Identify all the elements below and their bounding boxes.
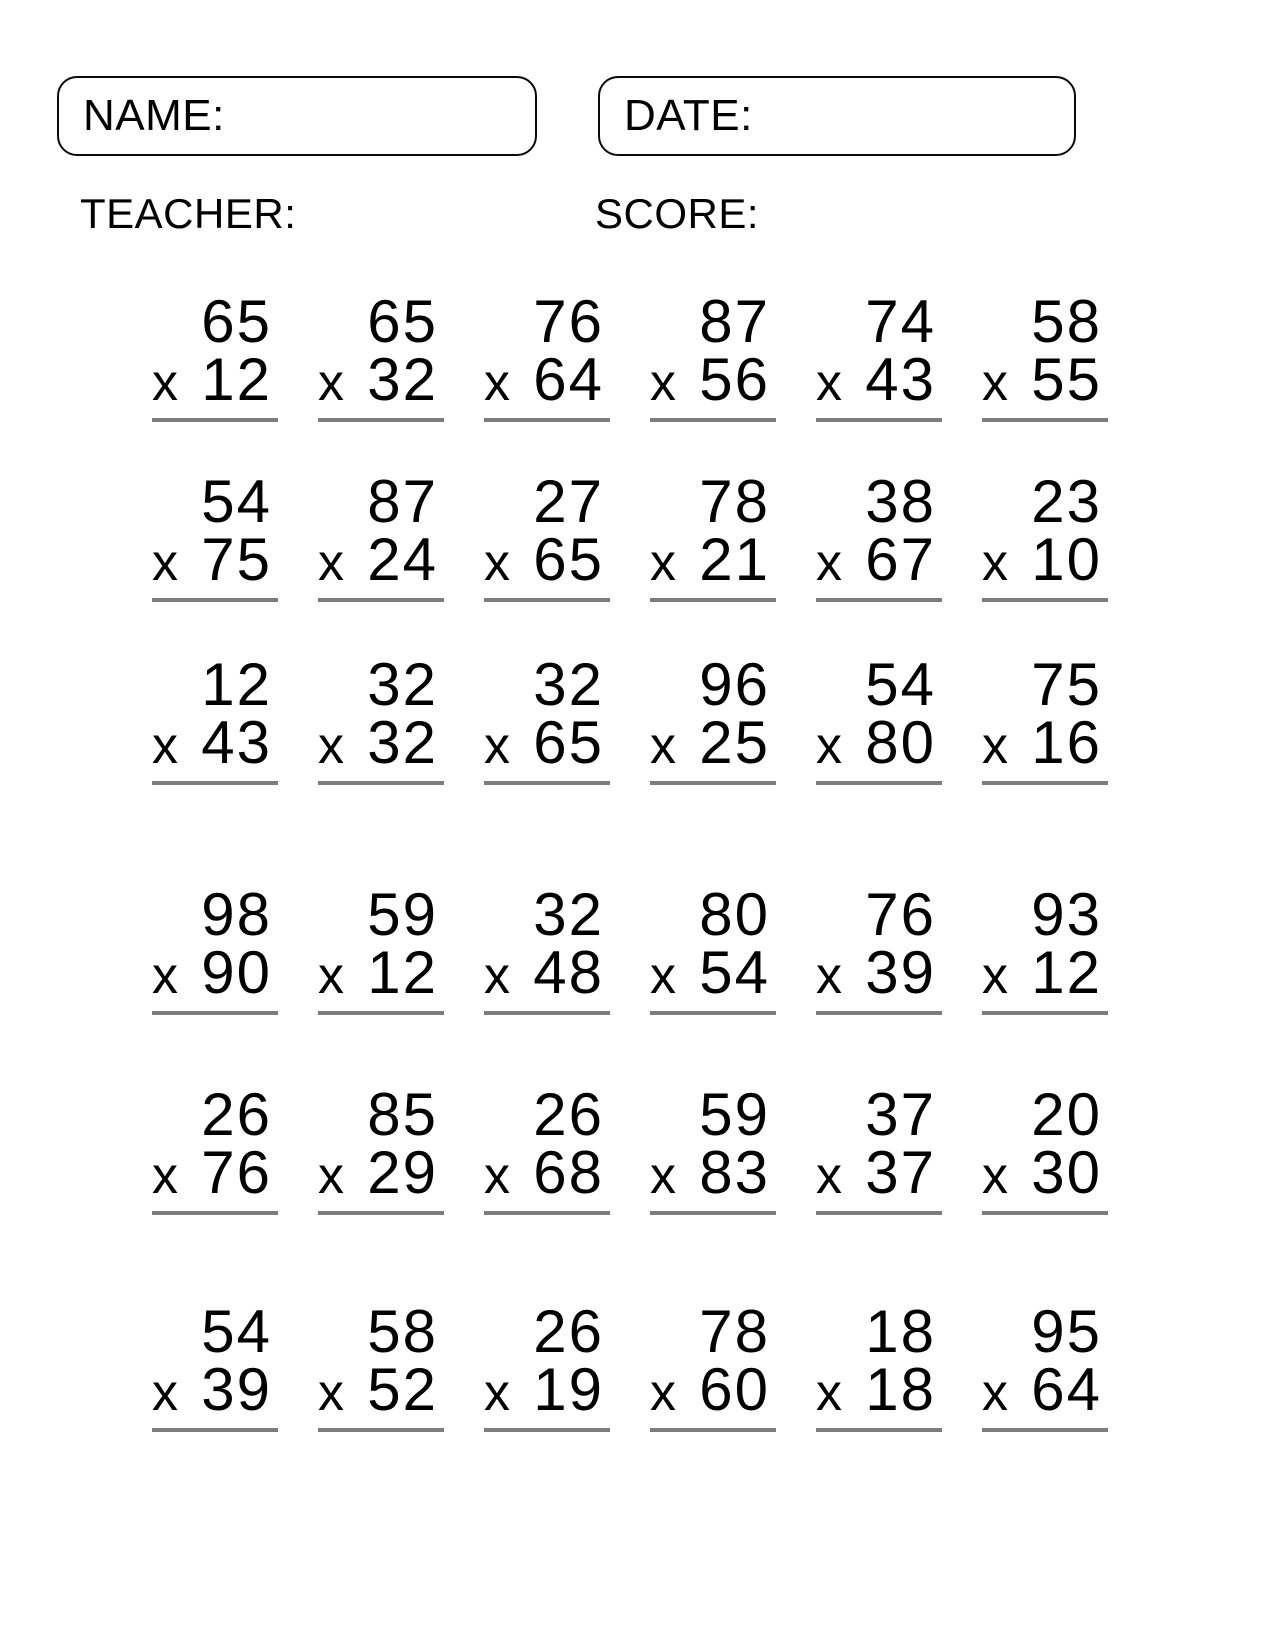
multiplier: 83 <box>699 1139 770 1206</box>
multiply-operator: x <box>816 717 844 775</box>
multiplication-problem <box>152 468 278 602</box>
multiply-operator: x <box>816 947 844 1005</box>
multiplier: 90 <box>201 939 272 1006</box>
multiply-operator: x <box>152 947 180 1005</box>
multiplication-problem <box>484 1081 610 1215</box>
multiplication-problem <box>484 1298 610 1432</box>
answer-line <box>650 781 776 785</box>
multiplier: 19 <box>533 1356 604 1423</box>
problem-row <box>152 1298 1108 1432</box>
multiplicand: 58 <box>1031 288 1102 355</box>
multiplicand: 65 <box>367 288 438 355</box>
multiplier: 65 <box>533 709 604 776</box>
multiplier-row <box>484 1139 610 1206</box>
multiplier: 29 <box>367 1139 438 1206</box>
multiply-operator: x <box>816 1364 844 1422</box>
multiplication-problem <box>318 468 444 602</box>
multiplicand: 32 <box>533 651 604 718</box>
multiplicand: 87 <box>699 288 770 355</box>
multiply-operator: x <box>982 1147 1010 1205</box>
multiplicand: 80 <box>699 881 770 948</box>
multiplicand: 54 <box>201 468 272 535</box>
multiplication-problem <box>152 1081 278 1215</box>
multiply-operator: x <box>816 354 844 412</box>
multiplication-problem <box>318 1298 444 1432</box>
answer-line <box>650 1211 776 1215</box>
name-field-box <box>57 76 537 156</box>
multiplication-problem <box>484 881 610 1015</box>
multiply-operator: x <box>318 354 346 412</box>
answer-line <box>318 1011 444 1015</box>
multiplicand: 32 <box>533 881 604 948</box>
answer-line <box>152 1211 278 1215</box>
multiplication-problem <box>650 651 776 785</box>
multiplier: 80 <box>865 709 936 776</box>
multiplier: 68 <box>533 1139 604 1206</box>
answer-line <box>318 781 444 785</box>
answer-line <box>982 1428 1108 1432</box>
multiplicand: 18 <box>865 1298 936 1365</box>
multiplicand: 78 <box>699 1298 770 1365</box>
multiplication-problem <box>982 468 1108 602</box>
multiplier-row <box>982 709 1108 776</box>
multiply-operator: x <box>318 1147 346 1205</box>
multiplicand: 95 <box>1031 1298 1102 1365</box>
multiplier: 16 <box>1031 709 1102 776</box>
multiplicand: 27 <box>533 468 604 535</box>
answer-line <box>816 1211 942 1215</box>
multiplicand: 76 <box>865 881 936 948</box>
multiply-operator: x <box>982 947 1010 1005</box>
answer-line <box>152 598 278 602</box>
multiplier: 65 <box>533 526 604 593</box>
answer-line <box>318 598 444 602</box>
multiplicand: 59 <box>699 1081 770 1148</box>
multiply-operator: x <box>318 947 346 1005</box>
multiplier-row <box>152 1139 278 1206</box>
multiplication-problem <box>650 1081 776 1215</box>
multiplier: 37 <box>865 1139 936 1206</box>
multiplication-problem <box>484 288 610 422</box>
multiply-operator: x <box>484 947 512 1005</box>
multiplier-row <box>816 1356 942 1423</box>
multiplier: 55 <box>1031 346 1102 413</box>
answer-line <box>484 1428 610 1432</box>
multiplicand: 37 <box>865 1081 936 1148</box>
answer-line <box>650 1011 776 1015</box>
problem-row <box>152 288 1108 422</box>
multiplication-problem <box>152 881 278 1015</box>
multiplication-problem <box>650 468 776 602</box>
answer-line <box>318 1211 444 1215</box>
multiplier-row <box>484 1356 610 1423</box>
multiply-operator: x <box>318 534 346 592</box>
multiplicand: 58 <box>367 1298 438 1365</box>
multiplier-row <box>982 1139 1108 1206</box>
answer-line <box>318 1428 444 1432</box>
multiplier: 56 <box>699 346 770 413</box>
multiplier: 12 <box>367 939 438 1006</box>
multiplication-problem <box>816 1298 942 1432</box>
multiplier: 32 <box>367 346 438 413</box>
problem-row <box>152 651 1108 785</box>
multiplication-problem <box>982 1298 1108 1432</box>
multiply-operator: x <box>982 717 1010 775</box>
multiplication-problem <box>318 1081 444 1215</box>
multiplier: 75 <box>201 526 272 593</box>
multiplier-row <box>318 939 444 1006</box>
multiplicand: 20 <box>1031 1081 1102 1148</box>
multiplier: 39 <box>201 1356 272 1423</box>
multiplier-row <box>650 346 776 413</box>
date-field-box <box>598 76 1076 156</box>
multiplier: 60 <box>699 1356 770 1423</box>
multiplicand: 75 <box>1031 651 1102 718</box>
multiply-operator: x <box>318 1364 346 1422</box>
problem-row <box>152 468 1108 602</box>
multiplicand: 26 <box>201 1081 272 1148</box>
multiplicand: 74 <box>865 288 936 355</box>
multiply-operator: x <box>152 1364 180 1422</box>
multiplier-row <box>484 939 610 1006</box>
answer-line <box>816 598 942 602</box>
name-label: NAME: <box>83 91 225 140</box>
answer-line <box>318 418 444 422</box>
answer-line <box>484 781 610 785</box>
multiplier: 67 <box>865 526 936 593</box>
multiplier-row <box>816 346 942 413</box>
multiplier-row <box>816 526 942 593</box>
multiplier-row <box>650 709 776 776</box>
multiplication-problem <box>152 651 278 785</box>
teacher-label: TEACHER: <box>80 190 297 237</box>
answer-line <box>152 418 278 422</box>
multiplier-row <box>318 346 444 413</box>
multiplier: 39 <box>865 939 936 1006</box>
multiply-operator: x <box>152 354 180 412</box>
multiplier-row <box>484 526 610 593</box>
multiplier: 18 <box>865 1356 936 1423</box>
multiplier: 12 <box>201 346 272 413</box>
multiplication-problem <box>318 651 444 785</box>
answer-line <box>484 598 610 602</box>
multiplication-problem <box>982 651 1108 785</box>
answer-line <box>152 781 278 785</box>
multiplicand: 23 <box>1031 468 1102 535</box>
multiplication-problem <box>152 288 278 422</box>
multiplier-row <box>152 709 278 776</box>
multiplier-row <box>318 1356 444 1423</box>
multiply-operator: x <box>484 1364 512 1422</box>
multiplier-row <box>484 709 610 776</box>
multiply-operator: x <box>816 534 844 592</box>
multiplier: 52 <box>367 1356 438 1423</box>
answer-line <box>484 1211 610 1215</box>
answer-line <box>982 1211 1108 1215</box>
multiplier: 54 <box>699 939 770 1006</box>
multiplier: 32 <box>367 709 438 776</box>
multiplicand: 98 <box>201 881 272 948</box>
multiplier-row <box>318 526 444 593</box>
multiplier-row <box>650 1139 776 1206</box>
multiply-operator: x <box>816 1147 844 1205</box>
multiplication-problem <box>982 881 1108 1015</box>
multiply-operator: x <box>484 354 512 412</box>
multiplicand: 65 <box>201 288 272 355</box>
multiplicand: 26 <box>533 1081 604 1148</box>
multiply-operator: x <box>152 717 180 775</box>
multiplier-row <box>982 939 1108 1006</box>
multiplier-row <box>982 1356 1108 1423</box>
score-label: SCORE: <box>595 190 760 237</box>
multiply-operator: x <box>982 1364 1010 1422</box>
multiply-operator: x <box>152 1147 180 1205</box>
multiplier-row <box>152 939 278 1006</box>
multiplier: 30 <box>1031 1139 1102 1206</box>
multiplier-row <box>318 1139 444 1206</box>
multiply-operator: x <box>650 1364 678 1422</box>
multiplicand: 59 <box>367 881 438 948</box>
multiply-operator: x <box>650 534 678 592</box>
multiply-operator: x <box>152 534 180 592</box>
answer-line <box>982 781 1108 785</box>
answer-line <box>650 1428 776 1432</box>
multiplication-problem <box>816 1081 942 1215</box>
answer-line <box>152 1428 278 1432</box>
multiplication-problem <box>650 288 776 422</box>
multiplication-problem <box>816 288 942 422</box>
multiplier-row <box>152 346 278 413</box>
multiplicand: 87 <box>367 468 438 535</box>
multiplier-row <box>816 709 942 776</box>
multiplicand: 76 <box>533 288 604 355</box>
multiplicand: 85 <box>367 1081 438 1148</box>
multiplier-row <box>152 526 278 593</box>
problem-row <box>152 1081 1108 1215</box>
multiplier-row <box>152 1356 278 1423</box>
multiplier-row <box>650 526 776 593</box>
multiply-operator: x <box>982 534 1010 592</box>
answer-line <box>816 418 942 422</box>
multiplier-row <box>982 526 1108 593</box>
answer-line <box>484 418 610 422</box>
multiplier-row <box>484 346 610 413</box>
multiplication-problem <box>982 288 1108 422</box>
multiply-operator: x <box>484 717 512 775</box>
multiplication-problem <box>318 288 444 422</box>
multiplier: 43 <box>865 346 936 413</box>
answer-line <box>816 1428 942 1432</box>
multiplier: 64 <box>1031 1356 1102 1423</box>
answer-line <box>484 1011 610 1015</box>
multiplicand: 78 <box>699 468 770 535</box>
multiply-operator: x <box>650 717 678 775</box>
multiplier: 64 <box>533 346 604 413</box>
multiplicand: 93 <box>1031 881 1102 948</box>
multiplier-row <box>650 1356 776 1423</box>
date-label: DATE: <box>624 91 753 140</box>
multiply-operator: x <box>318 717 346 775</box>
multiply-operator: x <box>484 1147 512 1205</box>
multiplication-problem <box>484 651 610 785</box>
multiplier: 76 <box>201 1139 272 1206</box>
multiplication-problem <box>152 1298 278 1432</box>
multiplication-problem <box>816 651 942 785</box>
multiply-operator: x <box>484 534 512 592</box>
multiplier-row <box>816 939 942 1006</box>
answer-line <box>650 598 776 602</box>
multiplicand: 26 <box>533 1298 604 1365</box>
multiplicand: 54 <box>201 1298 272 1365</box>
multiplicand: 12 <box>201 651 272 718</box>
multiplication-problem <box>982 1081 1108 1215</box>
multiplicand: 38 <box>865 468 936 535</box>
multiplier: 48 <box>533 939 604 1006</box>
multiplier: 43 <box>201 709 272 776</box>
multiplication-problem <box>484 468 610 602</box>
multiply-operator: x <box>982 354 1010 412</box>
answer-line <box>816 781 942 785</box>
multiplier-row <box>816 1139 942 1206</box>
multiplication-problem <box>816 881 942 1015</box>
answer-line <box>982 418 1108 422</box>
multiplier: 12 <box>1031 939 1102 1006</box>
multiply-operator: x <box>650 1147 678 1205</box>
multiply-operator: x <box>650 354 678 412</box>
problem-row <box>152 881 1108 1015</box>
multiplicand: 96 <box>699 651 770 718</box>
answer-line <box>982 598 1108 602</box>
multiply-operator: x <box>650 947 678 1005</box>
multiplicand: 54 <box>865 651 936 718</box>
multiplication-problem <box>816 468 942 602</box>
multiplication-problem <box>650 1298 776 1432</box>
multiplier-row <box>650 939 776 1006</box>
multiplier-row <box>982 346 1108 413</box>
multiplication-problem <box>318 881 444 1015</box>
answer-line <box>650 418 776 422</box>
multiplier: 24 <box>367 526 438 593</box>
answer-line <box>816 1011 942 1015</box>
multiplier: 25 <box>699 709 770 776</box>
answer-line <box>152 1011 278 1015</box>
multiplication-problem <box>650 881 776 1015</box>
multiplicand: 32 <box>367 651 438 718</box>
multiplier: 21 <box>699 526 770 593</box>
multiplier: 10 <box>1031 526 1102 593</box>
answer-line <box>982 1011 1108 1015</box>
multiplier-row <box>318 709 444 776</box>
